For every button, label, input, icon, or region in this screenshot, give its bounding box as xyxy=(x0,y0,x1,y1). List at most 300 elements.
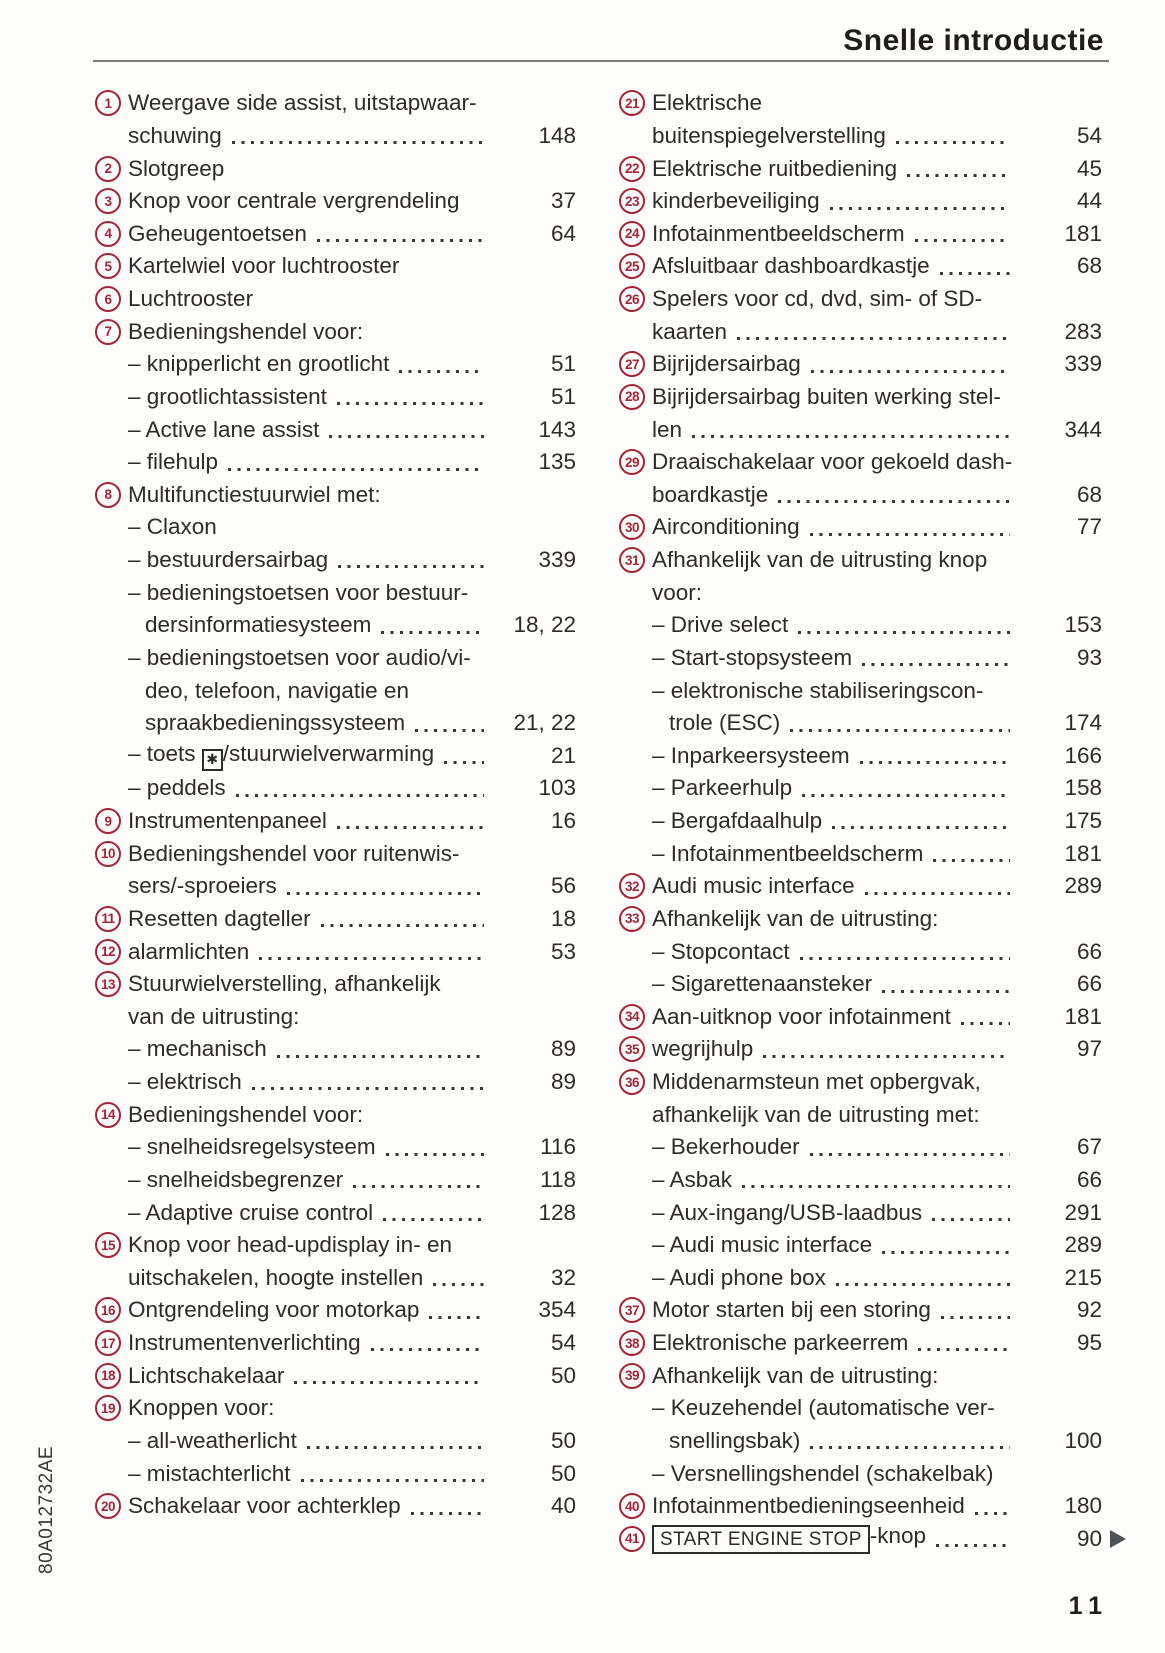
dot-leader xyxy=(882,990,1010,993)
item-number-badge: 27 xyxy=(619,351,645,377)
toc-row xyxy=(619,1131,1102,1164)
page-ref: 56 xyxy=(550,873,576,899)
item-number-badge: 7 xyxy=(95,319,121,345)
toc-row xyxy=(619,87,1102,120)
page-ref: 18 xyxy=(550,905,576,931)
dot-leader xyxy=(936,1544,1010,1547)
item-label: – all-weatherlicht xyxy=(128,1427,297,1453)
item-label: – Parkeerhulp xyxy=(652,775,793,801)
dot-leader xyxy=(232,141,484,144)
circle-gutter xyxy=(619,188,652,214)
toc-row xyxy=(619,805,1102,838)
item-label: Bedieningshendel voor ruitenwis- xyxy=(128,840,460,866)
circle-gutter xyxy=(619,286,652,312)
circle-gutter xyxy=(619,253,652,279)
item-label: Weergave side assist, uitstapwaar- xyxy=(128,90,477,116)
item-label: Schakelaar voor achterklep xyxy=(128,1493,401,1519)
item-number-badge: 5 xyxy=(95,253,121,279)
toc-row xyxy=(95,1196,576,1229)
page-ref: 44 xyxy=(1076,188,1102,214)
item-number-badge: 6 xyxy=(95,286,121,312)
toc-row xyxy=(95,152,576,185)
toc-row xyxy=(95,576,576,609)
circle-gutter xyxy=(619,514,652,540)
item-label: START ENGINE STOP -knop xyxy=(652,1523,926,1554)
item-label: – Bekerhouder xyxy=(652,1134,800,1160)
circle-gutter xyxy=(619,1069,652,1095)
toc-row xyxy=(95,707,576,740)
item-label: uitschakelen, hoogte instellen xyxy=(128,1264,424,1290)
item-number-badge: 35 xyxy=(619,1036,645,1062)
item-label: Spelers voor cd, dvd, sim- of SD- xyxy=(652,286,983,312)
item-label: Ontgrendeling voor motorkap xyxy=(128,1297,420,1323)
toc-row xyxy=(619,576,1102,609)
toc-column-left xyxy=(95,87,576,1523)
dot-leader xyxy=(862,663,1010,666)
toc-row xyxy=(95,609,576,642)
item-label: Draaischakelaar voor gekoeld dash- xyxy=(652,449,1013,475)
toc-row xyxy=(95,903,576,936)
item-label: – Drive select xyxy=(652,612,789,638)
item-label: kaarten xyxy=(652,318,728,344)
item-label: – Infotainmentbeeldscherm xyxy=(652,840,924,866)
item-label: Bedieningshendel voor: xyxy=(128,318,364,344)
dot-leader xyxy=(933,859,1010,862)
item-label: – Inparkeersysteem xyxy=(652,742,850,768)
page-ref: 40 xyxy=(550,1493,576,1519)
toc-row xyxy=(95,740,576,773)
toc-row xyxy=(619,218,1102,251)
item-label: Slotgreep xyxy=(128,155,225,181)
page-ref: 103 xyxy=(538,775,576,801)
page-ref: 100 xyxy=(1064,1427,1102,1453)
toc-row xyxy=(619,674,1102,707)
toc-row xyxy=(619,315,1102,348)
page-ref: 354 xyxy=(538,1297,576,1323)
dot-leader xyxy=(742,1185,1010,1188)
item-label: – toets ✱ /stuurwielverwarming xyxy=(128,741,434,771)
page-ref: 95 xyxy=(1076,1330,1102,1356)
item-number-badge: 28 xyxy=(619,384,645,410)
page-ref: 128 xyxy=(538,1199,576,1225)
dot-leader xyxy=(975,1512,1010,1515)
dot-leader xyxy=(371,1348,484,1351)
toc-row xyxy=(95,1327,576,1360)
item-label: – Start-stopsysteem xyxy=(652,644,853,670)
item-label: len xyxy=(652,416,683,442)
dot-leader xyxy=(860,761,1010,764)
page-ref: 89 xyxy=(550,1036,576,1062)
circle-gutter xyxy=(619,1004,652,1030)
page-ref: 148 xyxy=(538,122,576,148)
toc-row xyxy=(95,837,576,870)
circle-gutter xyxy=(95,253,128,279)
item-number-badge: 22 xyxy=(619,156,645,182)
dot-leader xyxy=(692,435,1010,438)
dot-leader xyxy=(337,826,484,829)
dot-leader xyxy=(259,957,484,960)
toc-row xyxy=(619,1490,1102,1523)
item-label: Afsluitbaar dashboardkastje xyxy=(652,253,930,279)
circle-gutter xyxy=(95,939,128,965)
toc-row xyxy=(619,837,1102,870)
item-label: Multifunctiestuurwiel met: xyxy=(128,481,381,507)
toc-row xyxy=(619,1262,1102,1295)
item-number-badge: 21 xyxy=(619,90,645,116)
circle-gutter xyxy=(619,1526,652,1552)
page-ref: 215 xyxy=(1064,1264,1102,1290)
page-title: Snelle introductie xyxy=(843,24,1104,57)
item-number-badge: 33 xyxy=(619,906,645,932)
item-label: Audi music interface xyxy=(652,873,855,899)
toc-row xyxy=(619,479,1102,512)
item-label: – Adaptive cruise control xyxy=(128,1199,374,1225)
item-label: Knop voor centrale vergrendeling xyxy=(128,188,460,214)
item-label: – filehulp xyxy=(128,449,219,475)
dot-leader xyxy=(832,826,1010,829)
dot-leader xyxy=(236,794,484,797)
item-label: – Versnellingshendel (schakelbak) xyxy=(652,1460,994,1486)
toc-row xyxy=(95,1294,576,1327)
toc-row xyxy=(619,903,1102,936)
item-label: Instrumentenpaneel xyxy=(128,808,327,834)
dot-leader xyxy=(737,337,1010,340)
page-ref: 181 xyxy=(1064,220,1102,246)
page-ref: 283 xyxy=(1064,318,1102,344)
page-ref: 54 xyxy=(550,1330,576,1356)
item-number-badge: 25 xyxy=(619,253,645,279)
toc-row xyxy=(619,740,1102,773)
toc-row xyxy=(95,446,576,479)
toc-row xyxy=(619,1425,1102,1458)
toc-row xyxy=(619,152,1102,185)
toc-row xyxy=(95,479,576,512)
toc-row xyxy=(95,1033,576,1066)
circle-gutter xyxy=(95,1493,128,1519)
item-number-badge: 29 xyxy=(619,449,645,475)
page-ref: 51 xyxy=(550,351,576,377)
toc-row xyxy=(95,185,576,218)
dot-leader xyxy=(228,468,484,471)
toc-row xyxy=(619,1359,1102,1392)
item-label: snellingsbak) xyxy=(669,1427,801,1453)
toc-row xyxy=(619,544,1102,577)
item-label: – elektrisch xyxy=(128,1069,242,1095)
dot-leader xyxy=(865,892,1010,895)
page-ref: 67 xyxy=(1076,1134,1102,1160)
circle-gutter xyxy=(619,1036,652,1062)
item-number-badge: 1 xyxy=(95,90,121,116)
circle-gutter xyxy=(619,351,652,377)
page-ref: 68 xyxy=(1076,481,1102,507)
dot-leader xyxy=(252,1087,484,1090)
toc-row xyxy=(95,1066,576,1099)
toc-row xyxy=(619,1294,1102,1327)
item-label: – Sigarettenaansteker xyxy=(652,971,873,997)
item-label: Elektrische ruitbediening xyxy=(652,155,898,181)
dot-leader xyxy=(940,272,1010,275)
item-label: Infotainmentbeeldscherm xyxy=(652,220,905,246)
toc-row xyxy=(95,1262,576,1295)
item-label: sers/-sproeiers xyxy=(128,873,277,899)
item-label: Stuurwielverstelling, afhankelijk xyxy=(128,971,441,997)
dot-leader xyxy=(307,1446,484,1449)
item-label: Knoppen voor: xyxy=(128,1395,275,1421)
dot-leader xyxy=(381,631,484,634)
circle-gutter xyxy=(619,1330,652,1356)
toc-row xyxy=(619,1229,1102,1262)
item-number-badge: 38 xyxy=(619,1330,645,1356)
item-number-badge: 41 xyxy=(619,1526,645,1552)
dot-leader xyxy=(810,1446,1010,1449)
toc-row xyxy=(95,1131,576,1164)
item-label: Bijrijdersairbag buiten werking stel- xyxy=(652,383,1001,409)
toc-row xyxy=(95,1457,576,1490)
dot-leader xyxy=(383,1218,484,1221)
item-number-badge: 15 xyxy=(95,1232,121,1258)
toc-row xyxy=(95,642,576,675)
toc-row xyxy=(619,348,1102,381)
page-ref: 18, 22 xyxy=(513,612,576,638)
toc-row xyxy=(95,1001,576,1034)
item-number-badge: 23 xyxy=(619,188,645,214)
item-label: wegrijhulp xyxy=(652,1036,754,1062)
item-label: Luchtrooster xyxy=(128,286,254,312)
circle-gutter xyxy=(95,808,128,834)
dot-leader xyxy=(338,565,484,568)
page-ref: 66 xyxy=(1076,938,1102,964)
item-label: voor: xyxy=(652,579,703,605)
item-label: – Audi music interface xyxy=(652,1232,873,1258)
item-number-badge: 12 xyxy=(95,939,121,965)
dot-leader xyxy=(836,1283,1010,1286)
circle-gutter xyxy=(95,188,128,214)
item-label: – snelheidsbegrenzer xyxy=(128,1166,344,1192)
item-number-badge: 11 xyxy=(95,906,121,932)
page-ref: 45 xyxy=(1076,155,1102,181)
toc-row xyxy=(619,446,1102,479)
item-number-badge: 40 xyxy=(619,1493,645,1519)
circle-gutter xyxy=(619,384,652,410)
item-label: Elektronische parkeerrem xyxy=(652,1330,909,1356)
item-label: – bestuurdersairbag xyxy=(128,547,329,573)
continue-arrow-icon xyxy=(1110,1530,1126,1548)
item-label: spraakbedieningssysteem xyxy=(145,710,406,736)
toc-row xyxy=(95,674,576,707)
item-number-badge: 32 xyxy=(619,873,645,899)
dot-leader xyxy=(277,1055,484,1058)
toc-row xyxy=(619,381,1102,414)
toc-row xyxy=(95,1359,576,1392)
item-number-badge: 20 xyxy=(95,1493,121,1519)
circle-gutter xyxy=(619,906,652,932)
page-ref: 77 xyxy=(1076,514,1102,540)
dot-leader xyxy=(444,761,484,764)
circle-gutter xyxy=(95,1102,128,1128)
item-number-badge: 14 xyxy=(95,1102,121,1128)
circle-gutter xyxy=(95,156,128,182)
toc-row xyxy=(95,120,576,153)
page-number: 11 xyxy=(1068,1592,1109,1620)
dot-leader xyxy=(287,892,484,895)
toc-row xyxy=(619,968,1102,1001)
item-label: – Keuzehendel (automatische ver- xyxy=(652,1395,995,1421)
item-label: Lichtschakelaar xyxy=(128,1362,285,1388)
dot-leader xyxy=(415,729,484,732)
page-ref: 135 xyxy=(538,449,576,475)
dot-leader xyxy=(882,1251,1010,1254)
item-label: Afhankelijk van de uitrusting: xyxy=(652,905,939,931)
toc-row xyxy=(619,1001,1102,1034)
item-label: Geheugentoetsen xyxy=(128,220,307,246)
toc-row xyxy=(619,870,1102,903)
item-label: – Active lane assist xyxy=(128,416,320,442)
dot-leader xyxy=(830,207,1010,210)
dot-leader xyxy=(961,1022,1010,1025)
page-ref: 181 xyxy=(1064,1003,1102,1029)
page-ref: 68 xyxy=(1076,253,1102,279)
item-label: – knipperlicht en grootlicht xyxy=(128,351,390,377)
item-number-badge: 18 xyxy=(95,1363,121,1389)
dot-leader xyxy=(778,500,1010,503)
circle-gutter xyxy=(619,1363,652,1389)
page-ref: 50 xyxy=(550,1427,576,1453)
item-label: Resetten dagteller xyxy=(128,905,311,931)
item-label: buitenspiegelverstelling xyxy=(652,122,886,148)
dot-leader xyxy=(317,239,484,242)
item-label: trole (ESC) xyxy=(669,710,781,736)
page-ref: 32 xyxy=(550,1264,576,1290)
toc-row xyxy=(95,413,576,446)
dot-leader xyxy=(810,533,1010,536)
item-number-badge: 34 xyxy=(619,1004,645,1030)
item-label: Motor starten bij een storing xyxy=(652,1297,931,1323)
dot-leader xyxy=(433,1283,484,1286)
page-ref: 153 xyxy=(1064,612,1102,638)
toc-row xyxy=(619,707,1102,740)
dot-leader xyxy=(907,174,1010,177)
item-label: – Asbak xyxy=(652,1166,733,1192)
page-ref: 21 xyxy=(550,742,576,768)
item-number-badge: 13 xyxy=(95,971,121,997)
item-label: Elektrische xyxy=(652,90,763,116)
item-number-badge: 10 xyxy=(95,841,121,867)
circle-gutter xyxy=(95,319,128,345)
item-number-badge: 36 xyxy=(619,1069,645,1095)
toc-column-right xyxy=(619,87,1102,1555)
toc-row xyxy=(95,1392,576,1425)
item-number-badge: 9 xyxy=(95,808,121,834)
toc-row xyxy=(95,544,576,577)
circle-gutter xyxy=(619,547,652,573)
dot-leader xyxy=(329,435,484,438)
toc-row xyxy=(619,511,1102,544)
dot-leader xyxy=(469,207,484,210)
toc-row xyxy=(95,1098,576,1131)
toc-row xyxy=(95,968,576,1001)
toc-row xyxy=(619,1164,1102,1197)
toc-row xyxy=(619,1457,1102,1490)
item-label: Bedieningshendel voor: xyxy=(128,1101,364,1127)
toc-row xyxy=(95,805,576,838)
item-number-badge: 31 xyxy=(619,547,645,573)
toc-row xyxy=(95,1229,576,1262)
circle-gutter xyxy=(95,971,128,997)
page-ref: 89 xyxy=(550,1069,576,1095)
page-ref: 344 xyxy=(1064,416,1102,442)
item-number-badge: 39 xyxy=(619,1363,645,1389)
page-ref: 50 xyxy=(550,1362,576,1388)
item-label: – Claxon xyxy=(128,514,217,540)
page-ref: 158 xyxy=(1064,775,1102,801)
circle-gutter xyxy=(95,1363,128,1389)
dot-leader xyxy=(798,631,1010,634)
page-ref: 174 xyxy=(1064,710,1102,736)
circle-gutter xyxy=(95,1395,128,1421)
item-number-badge: 8 xyxy=(95,482,121,508)
item-label: schuwing xyxy=(128,122,222,148)
item-label: – Audi phone box xyxy=(652,1264,826,1290)
toc-row xyxy=(619,935,1102,968)
circle-gutter xyxy=(619,221,652,247)
item-number-badge: 24 xyxy=(619,221,645,247)
toc-row xyxy=(95,218,576,251)
circle-gutter xyxy=(619,1297,652,1323)
item-label: boardkastje xyxy=(652,481,769,507)
toc-row xyxy=(619,413,1102,446)
item-label: Middenarmsteun met opbergvak, xyxy=(652,1069,981,1095)
item-label: Kartelwiel voor luchtrooster xyxy=(128,253,400,279)
page-ref: 50 xyxy=(550,1460,576,1486)
toc-row xyxy=(95,935,576,968)
dot-leader xyxy=(800,957,1010,960)
page-ref: 51 xyxy=(550,383,576,409)
toc-row xyxy=(619,1066,1102,1099)
toc-row xyxy=(619,1392,1102,1425)
item-number-badge: 2 xyxy=(95,156,121,182)
circle-gutter xyxy=(95,482,128,508)
item-label: Instrumentenverlichting xyxy=(128,1330,361,1356)
toc-row xyxy=(619,609,1102,642)
dot-leader xyxy=(337,402,484,405)
item-label: alarmlichten xyxy=(128,938,250,964)
page-ref: 118 xyxy=(540,1166,576,1192)
page-ref: 291 xyxy=(1064,1199,1102,1225)
page-ref: 21, 22 xyxy=(513,710,576,736)
item-label: dersinformatiesysteem xyxy=(145,612,372,638)
circle-gutter xyxy=(619,90,652,116)
toc-row xyxy=(95,1164,576,1197)
circle-gutter xyxy=(619,449,652,475)
dot-leader xyxy=(353,1185,484,1188)
circle-gutter xyxy=(95,221,128,247)
toc-row xyxy=(619,1033,1102,1066)
item-label: – bedieningstoetsen voor bestuur- xyxy=(128,579,469,605)
dot-leader xyxy=(790,729,1010,732)
toc-row xyxy=(619,1523,1102,1556)
dot-leader xyxy=(411,1512,484,1515)
item-label: – bedieningstoetsen voor audio/vi- xyxy=(128,644,471,670)
page-ref: 93 xyxy=(1076,644,1102,670)
toc-row xyxy=(619,1196,1102,1229)
page-ref: 53 xyxy=(550,938,576,964)
item-label: Aan-uitknop voor infotainment xyxy=(652,1003,951,1029)
circle-gutter xyxy=(95,906,128,932)
page-ref: 66 xyxy=(1076,971,1102,997)
toc-row xyxy=(619,283,1102,316)
page-ref: 166 xyxy=(1064,742,1102,768)
dot-leader xyxy=(386,1153,484,1156)
